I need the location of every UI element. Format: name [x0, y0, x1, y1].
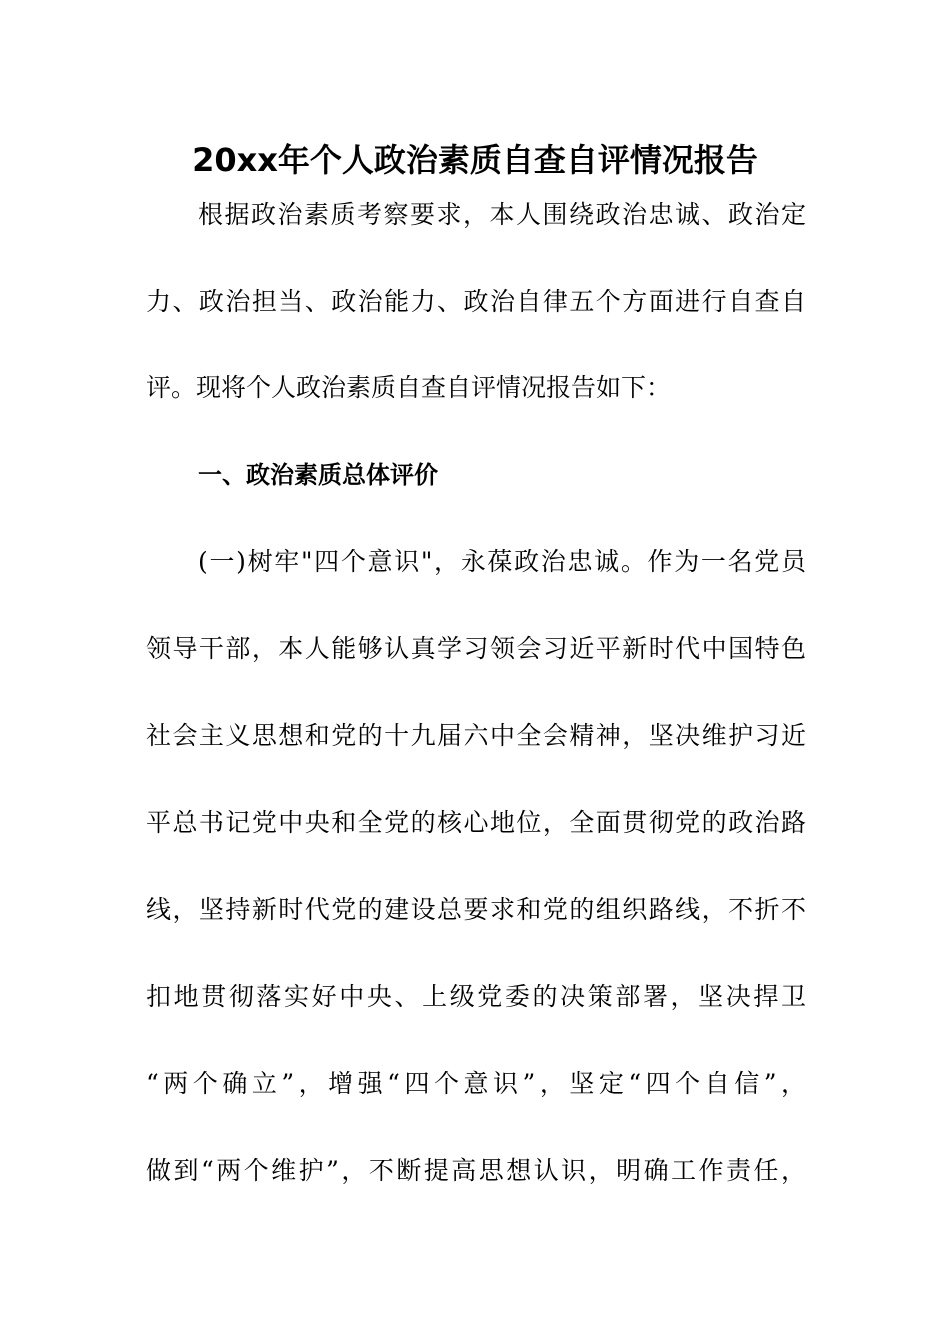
body-line-3: 社会主义思想和党的十九届六中全会精神，坚决维护习近: [146, 721, 806, 750]
body-line-2: 领导干部，本人能够认真学习领会习近平新时代中国特色: [146, 634, 806, 663]
body-line-4: 平总书记党中央和全党的核心地位，全面贯彻党的政治路: [146, 808, 806, 837]
body-line-7: “两个确立”，增强“四个意识”，坚定“四个自信”，: [146, 1069, 806, 1098]
body-line-8: 做到“两个维护”，不断提高思想认识，明确工作责任，: [146, 1156, 806, 1185]
body-line-6: 扣地贯彻落实好中央、上级党委的决策部署，坚决捍卫: [146, 982, 806, 1011]
intro-line-3: 评。现将个人政治素质自查自评情况报告如下：: [146, 373, 672, 402]
intro-line-2: 力、政治担当、政治能力、政治自律五个方面进行自查自: [146, 287, 806, 316]
intro-line-1: 根据政治素质考察要求，本人围绕政治忠诚、政治定: [198, 200, 806, 229]
body-line-1: (一)树牢"四个意识"，永葆政治忠诚。作为一名党员: [198, 547, 806, 576]
document-title: 20xx年个人政治素质自查自评情况报告: [192, 141, 758, 179]
section-heading: 一、政治素质总体评价: [198, 461, 438, 489]
body-line-5: 线，坚持新时代党的建设总要求和党的组织路线，不折不: [146, 895, 806, 924]
